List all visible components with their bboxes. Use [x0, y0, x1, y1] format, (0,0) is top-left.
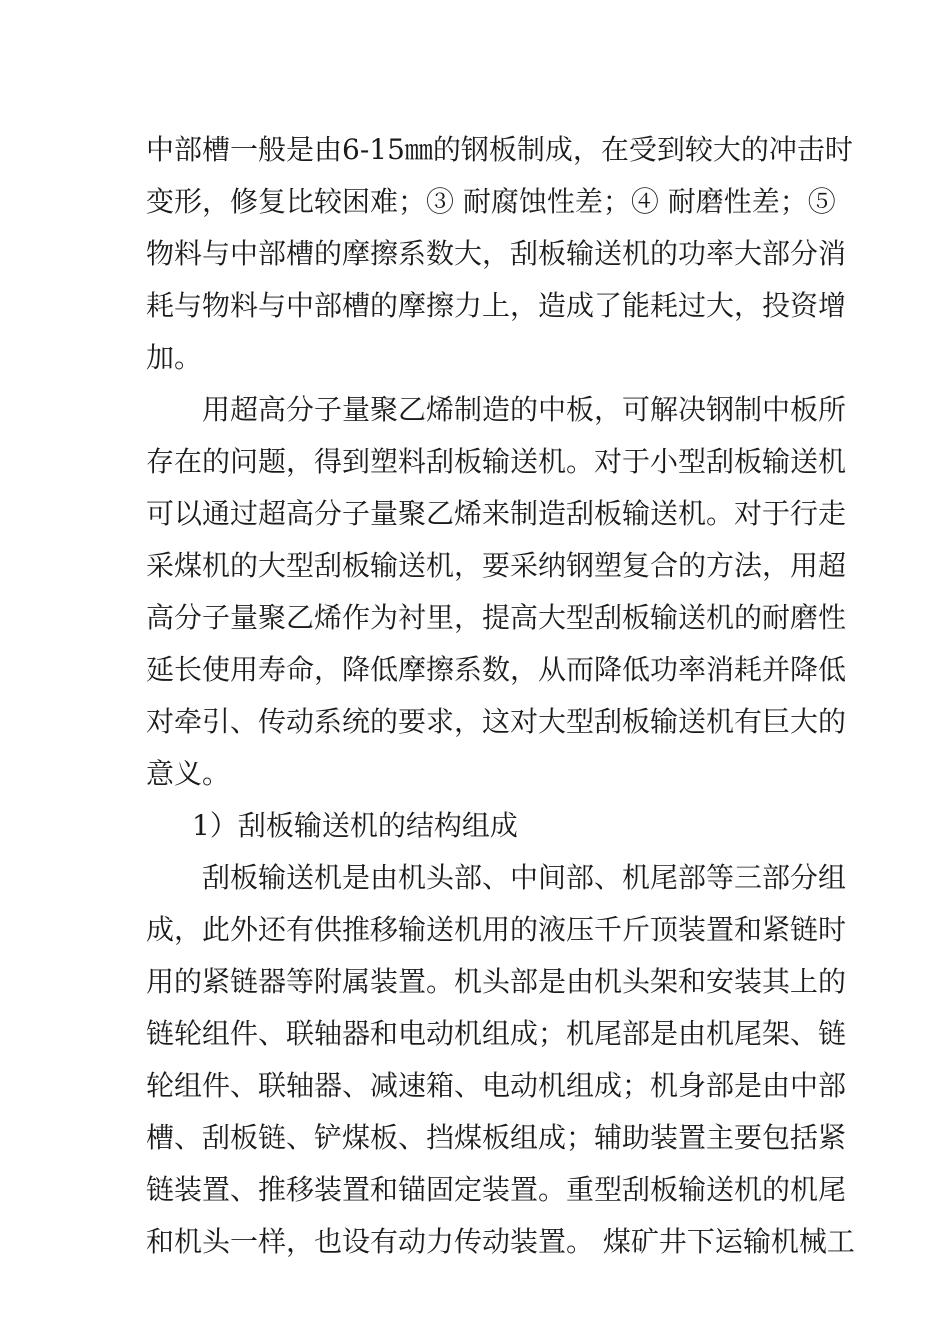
- text-line: 对牵引、传动系统的要求，这对大型刮板输送机有巨大的: [146, 705, 847, 738]
- paragraph-first-line: 用超高分子量聚乙烯制造的中板，可解决钢制中板所: [202, 393, 847, 426]
- body-text: [146, 124, 855, 1268]
- text-line: 链装置、推移装置和锚固定装置。重型刮板输送机的机尾: [146, 1173, 847, 1206]
- text-line: 意义。: [146, 757, 231, 790]
- text-line: 轮组件、联轴器、减速箱、电动机组成；机身部是由中部: [146, 1069, 847, 1102]
- text-line: 加。: [146, 341, 203, 374]
- text-line: 和机头一样，也设有动力传动装置。 煤矿井下运输机械工: [146, 1225, 855, 1258]
- text-line: 中部槽一般是由6-15㎜的钢板制成，在受到较大的冲击时: [146, 133, 853, 166]
- text-line: 可以通过超高分子量聚乙烯来制造刮板输送机。对于行走: [146, 497, 847, 530]
- text-line: 成，此外还有供推移输送机用的液压千斤顶装置和紧链时: [146, 913, 847, 946]
- text-line: 链轮组件、联轴器和电动机组成；机尾部是由机尾架、链: [146, 1017, 847, 1050]
- text-line: 耗与物料与中部槽的摩擦力上，造成了能耗过大，投资增: [146, 289, 847, 322]
- paragraph-first-line: 刮板输送机是由机头部、中间部、机尾部等三部分组: [202, 861, 847, 894]
- text-line: 物料与中部槽的摩擦系数大，刮板输送机的功率大部分消: [146, 237, 847, 270]
- text-line: 采煤机的大型刮板输送机，要采纳钢塑复合的方法，用超: [146, 549, 847, 582]
- text-line: 槽、刮板链、铲煤板、挡煤板组成；辅助装置主要包括紧: [146, 1121, 847, 1154]
- section-heading: 1）刮板输送机的结构组成: [192, 809, 518, 842]
- text-line: 延长使用寿命，降低摩擦系数，从而降低功率消耗并降低: [146, 653, 847, 686]
- text-line: 变形，修复比较困难；③ 耐腐蚀性差；④ 耐磨性差；⑤: [146, 185, 836, 218]
- text-line: 存在的问题，得到塑料刮板输送机。对于小型刮板输送机: [146, 445, 847, 478]
- text-line: 用的紧链器等附属装置。机头部是由机头架和安装其上的: [146, 965, 847, 998]
- text-line: 高分子量聚乙烯作为衬里，提高大型刮板输送机的耐磨性: [146, 601, 847, 634]
